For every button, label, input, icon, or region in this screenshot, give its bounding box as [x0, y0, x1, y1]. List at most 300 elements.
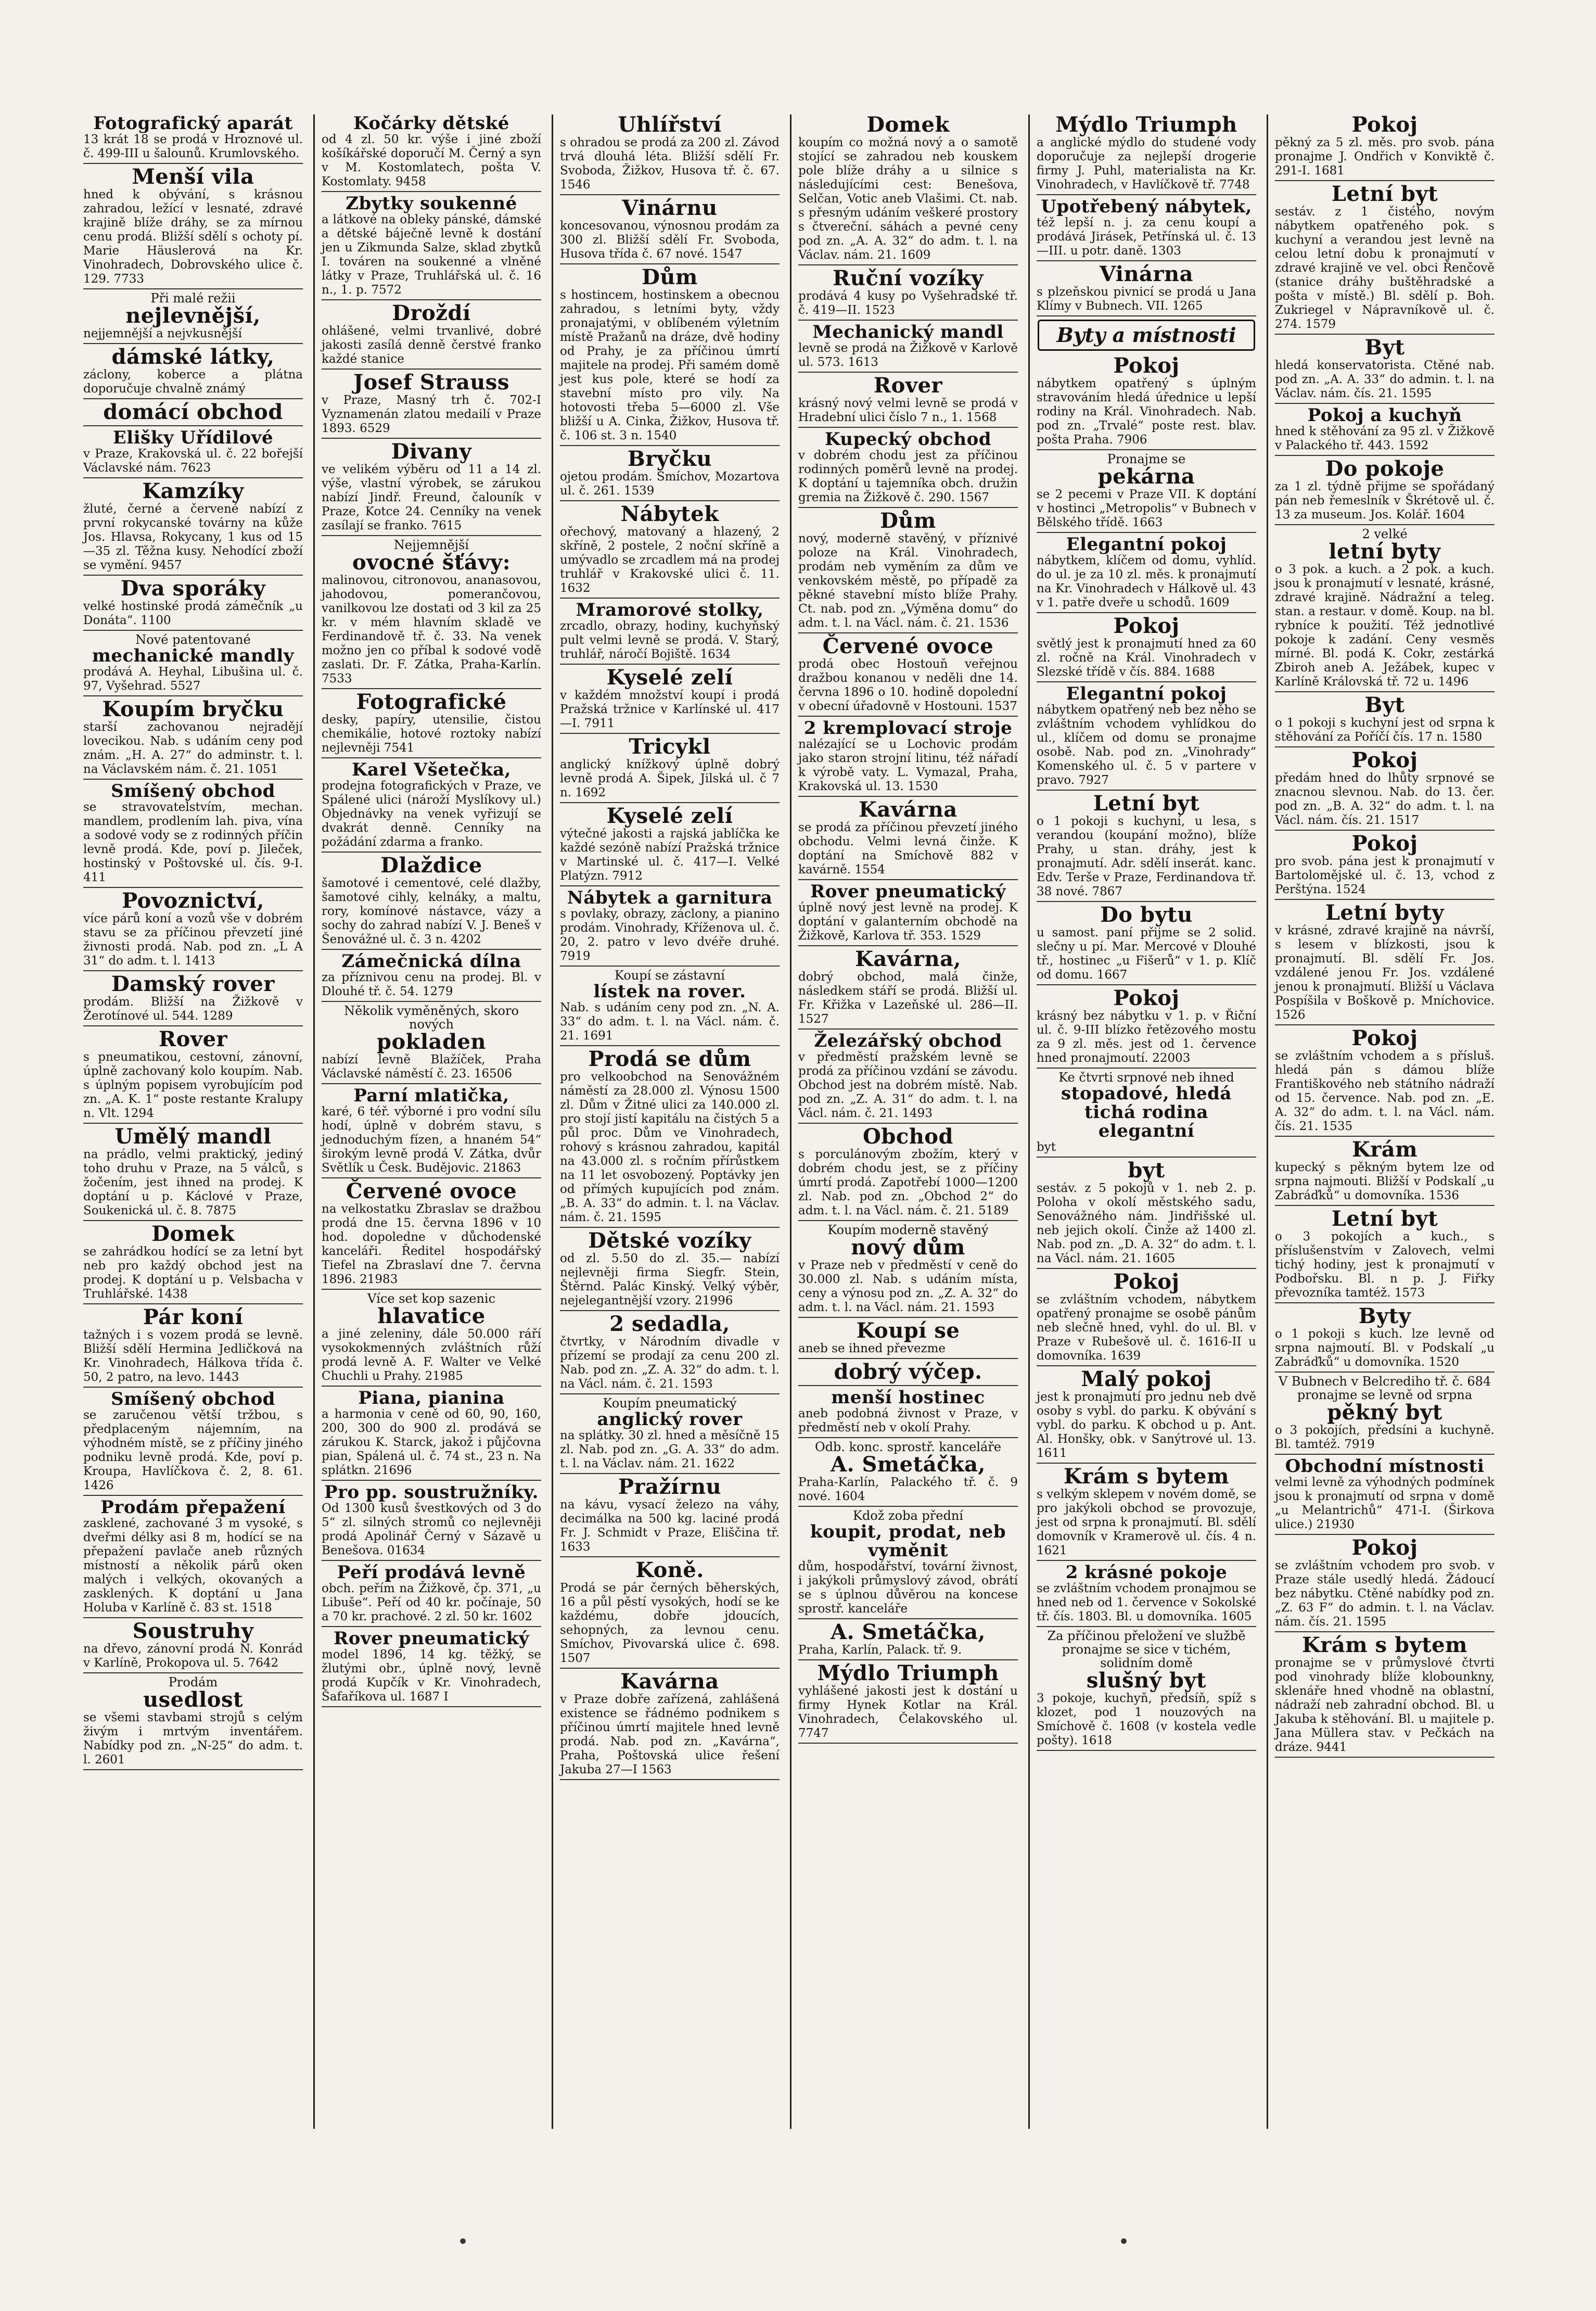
ad-divider: [560, 194, 780, 195]
ad-divider: [798, 427, 1018, 428]
ad-body: a látkové na obleky pánské, dámské a dětské báječně levně k dostání jen u Zikmunda Salze, sklad zbytků I. továren na soukenné a vlněné látky v Praze, Truhlářská ul. č. 16 n., 1. p. 7572: [322, 213, 541, 297]
ad-divider: [83, 695, 303, 696]
ad-body: úplně nový jest levně na prodej. K doptání v galanterním obchodě na Žižkově, Karlova tř. 353. 1529: [798, 901, 1018, 943]
page-mark: •: [1119, 2233, 1129, 2251]
classified-ad: [560, 503, 780, 595]
ad-body: nalézající se u Lochovic prodám jako staron strojní litinu, též nářadí k výrobě vaty. L. Vymazal, Praha, Krakovská ul. 13. 1530: [798, 738, 1018, 793]
ad-title: Menší vila: [132, 164, 254, 189]
ad-title: lístek na rover.: [593, 981, 746, 1002]
classified-ad: [322, 1483, 541, 1558]
classified-ad: [1037, 114, 1256, 192]
ad-divider: [560, 664, 780, 665]
ad-body: nejjemnější a nejvkusnější: [83, 327, 242, 340]
ad-divider: [83, 1025, 303, 1026]
ad-body: koncesovanou, výnosnou prodám za 300 zl. Bližší sdělí Fr. Svoboda, Husova třída č. 67 nové. 1547: [560, 219, 780, 261]
ad-body: za 1 zl. týdně přijme se spořádaný pán neb řemeslník v Škrétově ul. č. 13 za museum. Jos. Kolář. 1604: [1275, 480, 1495, 522]
classified-ad: [1037, 355, 1256, 447]
ad-body: prodá obec Hostouň veřejnou dražbou konanou v neděli dne 14. června 1896 o 10. hodině dopolední v obecní úřadovně v Hostouni. 1537: [798, 657, 1018, 713]
ad-divider: [560, 1473, 780, 1474]
ad-title: Kyselé zelí: [606, 804, 733, 828]
ad-body: o 3 pokojích, předsíni a kuchyně. Bl. tamtéž. 7919: [1275, 1424, 1495, 1451]
ad-body: světlý jest k pronajmutí hned za 60 zl. ročně na Král. Vinohradech v Slezské třídě v čís. 884. 1688: [1037, 637, 1256, 679]
ad-title: Do pokoje: [1325, 456, 1445, 481]
ad-body: od zl. 5.50 do zl. 35.— nabízí nejlevněji firma Siegfr. Stein, Štěrnd. Palác Kinský. Velký výběr, nejelegantnější vzory. 21996: [560, 1252, 780, 1307]
ad-body: dobrý obchod, malá činže, následkem stáří se prodá. Bližší ul. Fr. Křižka v Lazeňské ul. 286—II. 1527: [798, 970, 1018, 1026]
classified-ad: [798, 1509, 1018, 1616]
ad-body: karé, 6 téř. výborné i pro vodní sílu hodí, úplně v dobrém stavu, s jednoduchým fízen, a hnaném 54“ širokým levně prodá V. Zátka, dvůr Světlík u Česk. Budějovic. 21863: [322, 1105, 541, 1175]
ad-title: Prodá se dům: [588, 1047, 751, 1071]
ad-divider: [322, 438, 541, 439]
ad-body: krásný nový velmi levně se prodá v Hradební ulici číslo 7 n., 1. 1568: [798, 397, 1018, 424]
ad-divider: [798, 1506, 1018, 1507]
classified-ad: [322, 691, 541, 755]
ad-body: o 3 pok. a kuch. a 2 pok. a kuch. jsou k pronajmutí v lesnaté, krásné, zdravé krajině. Nádražní a teleg. stan. a restaur. v domě. Koup. na bl. rybníce k použití. Též jednotlivé pokoje k zadání. Ceny vesměs mírné. Bl. podá K. Cokr, zestárká Zbiroh aneb A. Ježábek, kupec v Karlíně Královská tř. 72 u. 1496: [1275, 563, 1495, 689]
ad-divider: [798, 945, 1018, 946]
ad-body: 3 pokoje, kuchyň, předsíň, spíž s klozet, pod 1 nouzových na Smíchově č. 1608 (v kostela vedle pošty). 1618: [1037, 1692, 1256, 1747]
classified-ad: [798, 1223, 1018, 1315]
ad-divider: [560, 500, 780, 501]
ad-body: velmi levně za výhodných podmínek jsou k pronajmutí od srpna v domě „u Melantrichů“ 471-I. (Širkova ulice.) 21930: [1275, 1476, 1495, 1531]
classified-ad: [83, 428, 303, 475]
ad-title: Červené ovoce: [822, 634, 994, 658]
ad-title: Kočárky dětské: [353, 113, 509, 134]
ad-divider: [1275, 1205, 1495, 1206]
ad-title: Karel Všetečka,: [352, 759, 511, 780]
ad-title: Pokoj: [1113, 353, 1180, 378]
classified-ad: [322, 1563, 541, 1624]
column-4: [793, 112, 1022, 2137]
ad-divider: [560, 885, 780, 886]
ad-divider: [798, 1220, 1018, 1221]
ad-body: ojetou prodám. Smíchov, Mozartova ul. č. 261. 1539: [560, 470, 780, 498]
ad-body: se zaručenou větší tržbou, s předplaceným nájemním, na výhodném místě, se z příčiny jiného podniku levně prodá. Kde, poví p. Kroupa, Havlíčkova č. 2, 8. 61. 1426: [83, 1408, 303, 1492]
ad-title: Krám s bytem: [1302, 1633, 1467, 1657]
classified-ad: [798, 719, 1018, 794]
ad-body: se 2 pecemi v Praze VII. K doptání v hostinci „Metropolis“ v Bubnech v Bělského třídě. 1663: [1037, 488, 1256, 529]
ad-body: pro velkoobchod na Senovážném náměstí za 28.000 zl. Výnosu 1500 zl. Dům v Žitné ulici za 140.000 zl. pro stojí jistí kapitálu na čistých 5 a půl proc. Dům ve Vinohradech, rohový s krásnou zahradou, kapitál na 43.000 zl. s ročním přírůstkem na 11 let osvobozený. Poptávky jen od přímých kupujících pod znám. „B. A. 33“ do admin. t. l. na Václav. nám. č. 21. 1595: [560, 1070, 780, 1224]
ad-title: Pokoj: [1351, 748, 1418, 772]
ad-title: Damský rover: [111, 972, 275, 996]
classified-ad: [322, 1086, 541, 1175]
ad-title: Malý pokoj: [1081, 1367, 1212, 1391]
ad-body: v předměstí pražském levně se prodá za příčinou vzdání se závodu. Obchod jest na dobrém místě. Nab. pod zn. „Z. A. 31“ do adm. t. l. na Václ. nám. č. 21. 1493: [798, 1050, 1018, 1120]
ad-title: Elegantní pokoj: [1066, 683, 1227, 704]
ad-body: na dřevo, zánovní prodá N. Konrád v Karlíně, Prokopova ul. 5. 7642: [83, 1642, 303, 1670]
classified-ad: [560, 1230, 780, 1308]
ad-title: Elišky Uřídilové: [112, 427, 274, 448]
classified-ad: [1037, 1071, 1256, 1154]
classified-ad: [798, 1440, 1018, 1504]
ad-divider: [1037, 681, 1256, 682]
classified-ad: [1275, 1208, 1495, 1300]
classified-ad: [1275, 1457, 1495, 1532]
column-rule: [1028, 115, 1030, 2129]
ad-preface: Více set kop sazenic: [367, 1291, 496, 1306]
ad-body: šamotové i cementové, celé dlažby, šamotové cihly, kelnáky, a maltu, rory, komínové nástavce, vázy a sochy do zahrad nabízí V. J. Beneš v Šenovážné ul. č. 3 n. 4202: [322, 877, 541, 946]
ad-divider: [1037, 1068, 1256, 1069]
ad-body: čtvrtky, v Národním divadle v přízemí se prodají za cenu 200 zl. Nab. pod zn. „Z. A. 32“ do adm. t. l. na Václ. nám. č. 21. 1593: [560, 1335, 780, 1391]
ad-divider: [1037, 1157, 1256, 1158]
ad-body: se zvláštním vchodem a s přísluš. hledá pán s dámou blíže Františkového neb státního nádraží od 15. července. Nab. pod zn. „E. A. 32“ do adm. t. l. na Václ. nám. čís. 21. 1535: [1275, 1049, 1495, 1133]
ad-divider: [83, 1303, 303, 1304]
ad-title: Dlaždice: [380, 853, 482, 878]
ad-divider: [1275, 1302, 1495, 1303]
ad-body: tažných i s vozem prodá se levně. Bližší sdělí Hermina Jedličková na Kr. Vinohradech, Hálkova třída č. 50, 2 patro, na levo. 1443: [83, 1328, 303, 1384]
ad-body: o 1 pokoji s kuchyní, u lesa, s verandou (koupání možno), blíže Prahy, u stan. dráhy, jest k pronajmutí. Adr. sdělí inserát. kanc. Edv. Terše v Praze, Ferdinandova tř. 38 nové. 7867: [1037, 815, 1256, 898]
ad-title: Piana, pianina: [358, 1388, 505, 1408]
ad-divider: [83, 1220, 303, 1221]
classified-ad: [83, 401, 303, 423]
ad-body: hned k stěhování za 95 zl. v Žižkově v Palackého tř. 443. 1592: [1275, 425, 1495, 452]
ad-divider: [560, 1556, 780, 1557]
ad-body: na splátky. 30 zl. hned a měsíčně 15 zl. Nab. pod zn. „G. A. 33“ do adm. t. l. na Václav. nám. 21. 1622: [560, 1429, 780, 1470]
classified-ad: [798, 948, 1018, 1026]
ad-divider: [798, 1358, 1018, 1359]
ad-preface: Ke čtvrti srpnové neb ihned: [1058, 1070, 1234, 1085]
ad-title: koupit, prodat, neb vyměnit: [810, 1521, 1006, 1561]
ad-divider: [1275, 691, 1495, 692]
ad-body: hned k obývání, s krásnou zahradou, ležící v lesnaté, zdravé krajině blíže dráhy, se za mírnou cenu prodá. Bližší sdělí s ochoty pí. Marie Häuslerová na Kr. Vinohradech, Dobrovského ulice č. 129. 7733: [83, 188, 303, 286]
classified-ad: [1275, 902, 1495, 1022]
ad-body: se zahrádkou hodící se za letní byt neb pro každý obchod jest na prodej. K doptání u p. Velsbacha v Truhlářské. 1438: [83, 1245, 303, 1301]
classified-ad: [322, 1180, 541, 1287]
ad-divider: [322, 949, 541, 950]
ad-body: a anglické mýdlo do studené vody doporučuje za nejlepší drogerie firmy J. Puhl, materialista na Kr. Vinohradech, v Havlíčkově tř. 7748: [1037, 136, 1256, 192]
ad-divider: [83, 343, 303, 344]
ad-divider: [1037, 194, 1256, 195]
classified-ad: [1037, 904, 1256, 982]
classified-ad: [1275, 694, 1495, 744]
ad-title: Byt: [1364, 335, 1405, 360]
ad-body: nábytkem, klíčem od domu, vyhlíd. do ul. je za 10 zl. měs. k pronajmutí na Kr. Vinohradech v Hálkově ul. 43 v 1. patře dveře u schodů. 1609: [1037, 554, 1256, 610]
classified-ad: [1037, 1368, 1256, 1461]
ad-title: Letní byt: [1093, 791, 1200, 816]
classified-ad: [83, 346, 303, 396]
ad-title: Parní mlatička,: [353, 1085, 509, 1106]
classified-ad: [798, 510, 1018, 630]
ad-title: Vinárna: [1099, 262, 1194, 286]
ad-title: nový dům: [851, 1235, 965, 1260]
ad-divider: [322, 299, 541, 300]
classified-ad: [560, 266, 780, 443]
classified-ad: [83, 699, 303, 777]
ad-title: Upotřebený nábytek,: [1041, 196, 1252, 217]
classified-ad: [560, 888, 780, 963]
classified-ad: [1037, 535, 1256, 610]
classified-ad: [83, 1028, 303, 1121]
column-6: [1270, 112, 1499, 2137]
ad-divider: [560, 1779, 780, 1780]
classified-ad: [83, 782, 303, 885]
ad-divider: [798, 1659, 1018, 1660]
ad-divider: [322, 369, 541, 370]
ad-divider: [322, 191, 541, 192]
ad-body: s porculánovým zbožím, který v dobrém chodu jest, se z příčiny úmrtí prodá. Zapotřebí 1000—1200 zl. Nab. pod zn. „Obchod 2“ do adm. t. l. na Václ. nám. č. 21. 5189: [798, 1148, 1018, 1217]
ad-preface: Nejjemnější: [393, 538, 469, 552]
ad-body: na kávu, vysací železo na váhy, decimálka na 500 kg. laciné prodá Fr. J. Schmidt v Praze, Eliščina tř. 1633: [560, 1498, 780, 1554]
ad-divider: [1037, 449, 1256, 450]
ad-title: Kamzíky: [142, 479, 244, 503]
ad-divider: [83, 970, 303, 971]
ad-divider: [83, 425, 303, 426]
classified-ad: [322, 1629, 541, 1704]
ad-title: Smíšený obchod: [111, 781, 275, 802]
classified-ad: [83, 890, 303, 968]
classified-ad: [83, 973, 303, 1023]
ad-title: Obchod: [863, 1124, 953, 1149]
ad-body: v Praze, Krakovská ul. č. 22 bořejší Václavské nám. 7623: [83, 447, 303, 475]
classified-ad: [1037, 793, 1256, 899]
classified-ad: [560, 114, 780, 192]
ad-divider: [1275, 524, 1495, 525]
ad-title: Nábytek a garnitura: [567, 887, 773, 908]
ad-body: anglický knížkový úplně dobrý levně prodá A. Šipek, Jilská ul. č 7 n. 1692: [560, 758, 780, 799]
ad-body: o 1 pokoji s kuchyní jest od srpna k stěhování za Poříčí čís. 17 n. 1580: [1275, 716, 1495, 744]
ad-divider: [1037, 790, 1256, 791]
ad-title: Pokoj: [1113, 986, 1180, 1010]
ad-body: velké hostinské prodá zámečník „u Donáta“. 1100: [83, 600, 303, 627]
ad-body: ve velikém výběru od 11 a 14 zl. výše, vlastní výrobek, se zárukou nabízí Jindř. Freund, čalouník v Praze, Kotce 24. Cenníky na venek zasílají se franko. 7615: [322, 463, 541, 532]
classified-ad: [322, 1004, 541, 1081]
ad-divider: [798, 1385, 1018, 1386]
classified-ad: [83, 1620, 303, 1670]
ad-body: v každém množství koupí i prodá Pražská tržnice v Karlínské ul. 417—I. 7911: [560, 689, 780, 730]
ad-title: Peří prodává levně: [337, 1562, 526, 1583]
classified-ad: [1275, 1634, 1495, 1755]
ad-divider: [83, 288, 303, 289]
ad-divider: [560, 733, 780, 734]
ad-divider: [83, 887, 303, 888]
ad-title: Dům: [880, 509, 936, 533]
ad-body: Praha-Karlín, Palackého tř. č. 9 nové. 1604: [798, 1476, 1018, 1503]
ad-preface: V Bubnech v Belcrediho tř. č. 684 pronajme se levně od srpna: [1278, 1374, 1491, 1402]
ad-title: Ruční vozíky: [833, 266, 984, 290]
column-3: [555, 112, 784, 2137]
ad-title: Pro pp. soustružníky.: [324, 1482, 539, 1503]
ad-divider: [83, 477, 303, 478]
ad-divider: [83, 1617, 303, 1618]
classified-ad: [560, 601, 780, 662]
column-5: [1031, 112, 1260, 2137]
ad-title: Bryčku: [627, 447, 712, 471]
ad-body: byt: [1037, 1140, 1056, 1154]
ad-preface: Při malé režii: [150, 291, 236, 306]
classified-ad: [798, 799, 1018, 877]
ad-body: dům, hospodářství, tovární živnost, i jakýkoli průmyslový závod, obrátí se s úplnou důvěrou na koncese sprostř. kanceláře: [798, 1560, 1018, 1616]
ad-body: v Praze, Masný trh č. 702-I Vyznamenán zlatou medailí v Praze 1893. 6529: [322, 393, 541, 435]
ad-title: Domek: [151, 1222, 235, 1246]
classified-ad: [1037, 1160, 1256, 1266]
ad-title: Kavárna: [859, 797, 957, 822]
ad-body: malinovou, citronovou, ananasovou, jahodovou, pomerančovou, vanilkovou lze dostati od 3 kil za 25 kr. v mém hlavním skladě ve Ferdinandově tř. č. 33. Na venek možno jen co příbal k sodové vodě zaslati. Dr. F. Zátka, Praha-Karlín. 7533: [322, 574, 541, 685]
classified-ad: [560, 197, 780, 261]
ad-title: Dva sporáky: [120, 576, 266, 601]
ad-body: prodám. Bližší na Žižkově v Žerotínové ul. 544. 1289: [83, 995, 303, 1023]
column-rule: [313, 115, 315, 2129]
ad-title: Mramorové stolky,: [576, 600, 764, 620]
ad-divider: [798, 372, 1018, 373]
classified-ad: [798, 882, 1018, 943]
ad-body: starší zachovanou nejradějí lovecikou. Nab. s udáním ceny pod znám. „H. A. 27“ do adminstr. t. l. na Václavském nám. č. 21. 1051: [83, 720, 303, 776]
ad-divider: [83, 1123, 303, 1124]
ad-divider: [1037, 1626, 1256, 1627]
ad-divider: [560, 263, 780, 264]
ad-title: Zámečnická dílna: [341, 951, 521, 972]
classified-ad: [560, 1313, 780, 1391]
ad-body: se prodá za příčinou převzetí jiného obchodu. Velmi levná činže. K doptání na Smíchově 882 v kavárně. 1554: [798, 821, 1018, 877]
ad-body: pro svob. pána jest k pronajmutí v Bartolomějské ul. č. 13, vchod z Perštýna. 1524: [1275, 855, 1495, 896]
ad-divider: [322, 1289, 541, 1290]
ad-title: 2 krásné pokoje: [1065, 1562, 1228, 1583]
ad-body: o 3 pokojích a kuch., s příslušenstvím v Zalovech, velmi tichý hodiny, jest k pronajmutí v Podbořsku. Bl. n p. J. Fiřky převozníka tamtéž. 1573: [1275, 1230, 1495, 1300]
ad-title: Byt: [1364, 693, 1405, 717]
classified-ad: [83, 114, 303, 161]
ad-divider: [798, 716, 1018, 717]
ad-divider: [83, 1672, 303, 1673]
ad-title: menší hostinec: [831, 1387, 985, 1408]
ad-title: Umělý mandl: [114, 1124, 272, 1149]
ad-body: se všemi stavbami strojů s celým živým i mrtvým inventářem. Nabídky pod zn. „N-25“ do adm. t. l. 2601: [83, 1711, 303, 1767]
ad-title: Letní byt: [1331, 182, 1438, 206]
ad-body: nový, moderně stavěný, v příznivé poloze na Král. Vinohradech, prodám neb vyměním za dům ve venkovském městě, po případě za pěkné stavební místo blíže Prahy. Ct. nab. pod zn. „Výměna domu“ do adm. t. l. na Václ. nám. č. 21. 1536: [798, 532, 1018, 630]
ad-divider: [322, 852, 541, 853]
ad-divider: [1037, 612, 1256, 613]
ad-body: Od 1300 kusů švestkových od 3 do 5“ zl. silných stromů co nejlevněji prodá Apolinář Černý v Sázavě u Benešova. 01634: [322, 1502, 541, 1557]
ad-divider: [83, 779, 303, 780]
classified-ad: [83, 633, 303, 693]
ad-body: s velkým sklepem v novém domě, se pro jakýkoli obchod se provozuje, jest od srpna k pronajmutí. Bl. sdělí domovník v Kramerově ul. čís. 4 n. 1621: [1037, 1488, 1257, 1557]
classified-ad: [798, 1621, 1018, 1657]
ad-divider: [1275, 830, 1495, 831]
classified-ad: [83, 1306, 303, 1385]
ad-divider: [1275, 1757, 1495, 1758]
ad-title: pekárna: [1097, 464, 1195, 489]
ad-body: ořechový, matovaný a hlazený, 2 skříně, 2 postele, 2 noční skříně a umývadlo se zrcadlem má na prodej truhlář v Krakovské ulici č. 11. 1632: [560, 525, 780, 595]
ad-body: nábytkem opatřený s úplným stravováním hledá úřednice u lepší rodiny na Král. Vinohradech. Nab. pod zn. „Trvalé“ poste rest. blav. pošta Praha. 7906: [1037, 377, 1256, 447]
ad-divider: [1275, 455, 1495, 456]
ad-body: s pneumatikou, cestovní, zánovní, úplně zachovaný kolo koupím. Nab. s úplným popisem vyrobujícím pod zn. „A. K. 1“ poste restante Kralupy n. Vlt. 1294: [83, 1050, 303, 1120]
ad-title: Letní byt: [1331, 1207, 1438, 1231]
ad-divider: [1037, 1463, 1256, 1464]
ad-body: aneb se ihned převezme: [798, 1342, 946, 1355]
ad-title: ovocné šťávy:: [352, 550, 511, 575]
classified-ad: [560, 1396, 780, 1471]
ad-divider: [1037, 1750, 1256, 1751]
ad-body: u samost. paní přijme se 2 solid. slečny u pí. Mar. Mercové v Dlouhé tř., hostinec „u Fišerů“ v 1. p. Klíč od domu. 1667: [1037, 926, 1256, 982]
page-mark: •: [458, 2233, 468, 2251]
ad-divider: [798, 1028, 1018, 1030]
ad-divider: [560, 802, 780, 803]
ad-title: Pražírnu: [618, 1475, 722, 1499]
ad-body: se zvláštním vchodem pro svob. v Praze stále usedlý hledá. Žádoucí bez nábytku. Ctěné nabídky pod zn. „Z. 63 F“ do admin. t. l. na Václav. nám. čís. 21. 1595: [1275, 1559, 1495, 1629]
classified-ad: [83, 578, 303, 628]
classified-ad: [83, 480, 303, 573]
column-1: [78, 112, 307, 2137]
classified-ad: [798, 1032, 1018, 1121]
ad-divider: [1275, 1631, 1495, 1632]
ad-preface: Koupím moderně stavěný: [827, 1223, 989, 1237]
ad-title: Pokoj: [1113, 614, 1180, 638]
ad-divider: [560, 966, 780, 967]
ad-divider: [322, 1706, 541, 1707]
ad-title: Uhlířství: [618, 112, 722, 137]
classified-ad: [83, 1223, 303, 1301]
ad-body: v Praze dobře zařízená, zahlášená existence se řádnémo podnikem s příčinou úmrtí majitele hned levně prodá. Nab. pod zn. „Kavárna“, Praha, Poštovská ulice řešení Jakuba 27—I 1563: [560, 1693, 780, 1776]
ad-divider: [798, 1317, 1018, 1318]
ad-body: pronajme se v průmyslové čtvrti pod vinohrady blíže klobounkny, sklenáře hned vhodně na oblastní, nádraží neb zahradní obchod. Bl. u Jakuba k stěhování. Bl. u majitele p. Jana Müllera stav. v Pečkách na dráze. 9441: [1275, 1656, 1495, 1754]
classified-ad: [798, 636, 1018, 714]
classified-ad: [1037, 1563, 1256, 1624]
classified-ad: [322, 194, 541, 297]
ad-body: s plzeňskou pivnicí se prodá u Jana Klímy v Bubnech. VII. 1265: [1037, 285, 1256, 313]
classified-ad: [1037, 197, 1256, 258]
ad-divider: [83, 1387, 303, 1388]
ad-title: nejlevnější,: [125, 303, 261, 328]
ad-body: a harmonia v ceně od 60, 90, 160, 200, 300 do 900 zl. prodává se zárukou K. Starck, jakož i půjčovna pian, Spálená ul. č. 74 st., 23 n. Na splátkn. 21696: [322, 1407, 541, 1477]
ad-preface: Prodám: [168, 1675, 218, 1690]
classified-ad: [560, 1559, 780, 1666]
ad-body: sestáv. z 5 pokojů v 1. neb 2. p. Poloha v okolí městského sadu, Senovážného nám. Jindřišské ul. neb jejich okolí. Činže až 1400 zl. Nab. pod zn. „D. A. 32“ do adm. t. l. na Václ. nám. 21. 1605: [1037, 1182, 1256, 1265]
ad-divider: [322, 1177, 541, 1178]
ad-title: Dětské vozíky: [588, 1228, 751, 1253]
ad-body: 13 krát 18 se prodá v Hroznové ul. č. 499-III u šalounů. Krumlovského.: [83, 133, 303, 160]
ad-divider: [560, 1310, 780, 1311]
ad-title: 2 sedadla,: [609, 1312, 730, 1336]
ad-divider: [322, 535, 541, 536]
newspaper-page: [78, 107, 1590, 2147]
classified-ad: [83, 291, 303, 341]
column-rule: [1267, 115, 1268, 2129]
classified-ad: [798, 1361, 1018, 1383]
classified-ad: [322, 372, 541, 436]
ad-body: se stravovatelstvím, mechan. mandlem, prodlením lah. piva, vína a sodové vody se z rodinných příčin levně prodá. Kde, poví p. Jileček, hostinský v Poštovské ul. čís. 9-I. 411: [83, 801, 303, 884]
ad-body: model 1896, 14 kg. těžký, se žlutými obr., úplně nový, levně prodá Kupčík v Kr. Vinohradech, Šafaříkova ul. 1687 I: [322, 1648, 541, 1704]
ad-body: Prodá se pár černých běherských, 16 a půl pěstí vysokých, hodí se ke každému, dobře jdoucích, sehopných, za levnou cenu. Smíchov, Pivovarská ulice č. 698. 1507: [560, 1581, 780, 1665]
ad-body: Praha, Karlín, Palack. tř. 9.: [798, 1643, 962, 1657]
ad-divider: [83, 163, 303, 164]
ad-divider: [1037, 532, 1256, 533]
ad-divider: [1275, 1454, 1495, 1455]
ad-title: Do bytu: [1100, 903, 1193, 927]
classified-ad: [560, 448, 780, 498]
ad-divider: [322, 1001, 541, 1002]
classified-ad: [560, 667, 780, 731]
classified-ad: [1275, 1375, 1495, 1452]
ad-divider: [798, 1743, 1018, 1744]
ad-divider: [1037, 1365, 1256, 1366]
ad-divider: [1275, 403, 1495, 404]
classified-ad: [322, 1292, 541, 1383]
ad-title: A. Smetáčka,: [831, 1452, 986, 1477]
ad-title: Fotografický aparát: [93, 113, 293, 134]
ad-preface: Pronajme se: [1107, 452, 1186, 466]
ad-body: koupím co možná nový a o samotě stojící se zahradou neb kouskem pole blíže dráhy a u silnice s následujícími cest: Benešova, Selčan, Votic aneb Vlašimi. Ct. nab. s přesným udáním veškeré prostory s čtvereční. sáhách a pevné ceny pod zn. „A. A. 32“ do adm. t. l. na Václav. nám. 21. 1609: [798, 136, 1018, 262]
classified-ad: [1275, 750, 1495, 828]
ad-divider: [322, 1386, 541, 1387]
ad-title: Kavárna: [620, 1669, 719, 1694]
ad-title: hlavatice: [377, 1304, 486, 1328]
ad-title: Pokoj: [1351, 112, 1418, 137]
ad-title: 2 kremplovací stroje: [803, 718, 1013, 739]
ad-title: Tricykl: [629, 734, 711, 759]
ad-title: Elegantní pokoj: [1066, 534, 1227, 555]
ad-divider: [83, 398, 303, 399]
classified-ad: [1275, 183, 1495, 332]
ad-divider: [322, 1083, 541, 1084]
ad-preface: Za příčinou přeložení ve službě pronajme se sice v tichém, solidním domě: [1047, 1629, 1246, 1670]
ad-body: zrcadlo, obrazy, hodiny, kuchyňský pult velmi levně se prodá. V. Starý, truhlář, náročí Bojiště. 1634: [560, 619, 780, 661]
ad-divider: [560, 1227, 780, 1228]
